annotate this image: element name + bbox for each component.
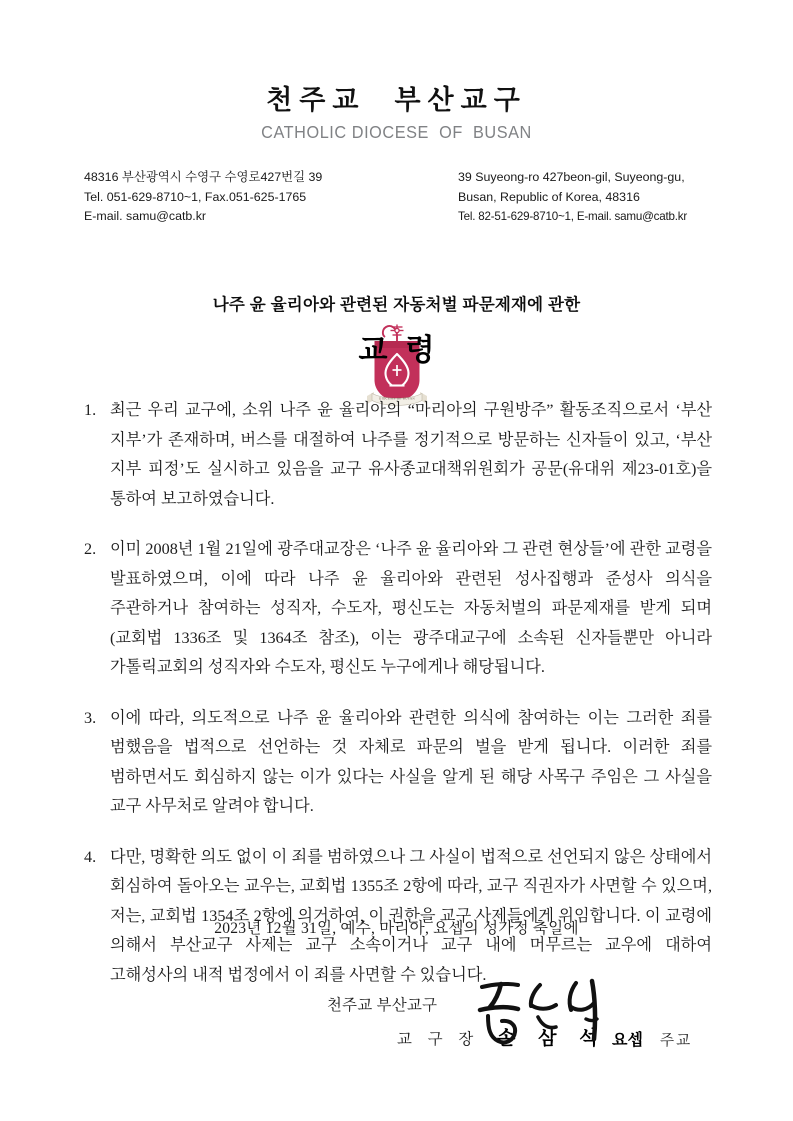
clause-text: 다만, 명확한 의도 없이 이 죄를 범하였으나 그 사실이 법적으로 선언되지 않은 상태에서 회심하여 돌아오는 교우는, 교회법 1355조 2항에 따라, 교구 직권자가 사면할 수 있으며, 저는, 교회법 1354조 2항에 의거하여, 이 권한을 교구 사제들에게 위임합니다. 이 교령에 의해서 부산교구 사제는 교구 소속이거나 교구 내에 머무르는 교우에 대하여 고해성사의 내적 법정에서 이 죄를 사면할 수 있습니다.: [110, 847, 712, 984]
clause-number: 2.: [84, 540, 97, 558]
address-korean-line-2: Tel. 051-629-8710~1, Fax.051-625-1765: [84, 189, 307, 204]
letterhead-title-korean: 천주교 부산교구: [266, 85, 527, 115]
signature-block: [0, 985, 793, 1085]
clause-item: [84, 704, 712, 822]
clause-number: 4.: [84, 847, 97, 866]
svg-text:DIOCESIS DE BUSAN: DIOCESIS DE BUSAN: [378, 396, 416, 401]
letterhead-title-english: CATHOLIC DIOCESE OF BUSAN: [261, 121, 532, 142]
clause-text: 이에 따라, 의도적으로 나주 윤 율리아와 관련한 의식에 참여하는 이는 그러한 죄를 범했음을 법적으로 선언하는 것 자체로 파문의 벌을 받게 됩니다. 이러한 죄를 범하면서도 회심하지 않는 이가 있다는 사실을 알게 된 해당 사목구 주임은 그 사실을 교구 사무처로 알려야 합니다.: [110, 708, 712, 815]
signature-title-suffix: 주교: [660, 1033, 693, 1049]
address-korean-line-3: E-mail. samu@catb.kr: [84, 209, 207, 223]
address-english: [458, 168, 687, 227]
letterhead: [0, 86, 793, 143]
clause-text: 최근 우리 교구에, 소위 나주 윤 율리아의 “마리아의 구원방주” 활동조직으로서 ‘부산 지부’가 존재하며, 버스를 대절하여 나주를 정기적으로 방문하는 신자들이 있고, ‘부산 지부 피정’도 실시하고 있음을 교구 유사종교대책위원회가 공문(유대위 제23-01호)을 통하여 보고하였습니다.: [110, 401, 712, 508]
document-subject: 나주 윤 율리아와 관련된 자동처벌 파문제재에 관한: [212, 296, 581, 314]
address-english-line-1: 39 Suyeong-ro 427beon-gil, Suyeong-gu,: [458, 170, 685, 184]
clause-item: [84, 396, 712, 514]
clause-number: 1.: [84, 401, 97, 419]
issue-date-line: 2023년 12월 31일, 예수, 마리아, 요셉의 성가정 축일에: [214, 920, 579, 937]
clause-number: 3.: [84, 708, 97, 727]
document-type-title: 교령: [358, 334, 453, 367]
clause-item: [84, 535, 712, 683]
clause-text: 이미 2008년 1월 21일에 광주대교장은 ‘나주 윤 율리아와 그 관련 현상들’에 관한 교령을 발표하였으며, 이에 따라 나주 윤 율리아와 관련된 성사집행과 준성사 의식을 주관하거나 참여하는 성직자, 수도자, 평신도는 자동처벌의 파문제재를 받게 되며(교회법 1336조 및 1364조 참조), 이는 광주대교구에 소속된 신자들뿐만 아니라 가톨릭교회의 성직자와 수도자, 평신도 누구에게나 해당됩니다.: [110, 540, 712, 676]
signature-baptismal-name: 요셉: [612, 1032, 643, 1049]
address-english-line-2: Busan, Republic of Korea, 48316: [458, 189, 640, 204]
document-body: [84, 396, 712, 990]
address-korean-line-1: 48316 부산광역시 수영구 수영로427번길 39: [84, 170, 323, 184]
address-korean: [84, 168, 322, 227]
signature-organization: 천주교 부산교구: [327, 997, 438, 1014]
address-english-line-3: Tel. 82-51-629-8710~1, E-mail. samu@catb.kr: [458, 210, 688, 223]
handwritten-signature-icon: [468, 977, 638, 1063]
signature-name: 손 삼 석: [497, 1028, 607, 1049]
signature-role: 교 구 장: [397, 1031, 480, 1048]
